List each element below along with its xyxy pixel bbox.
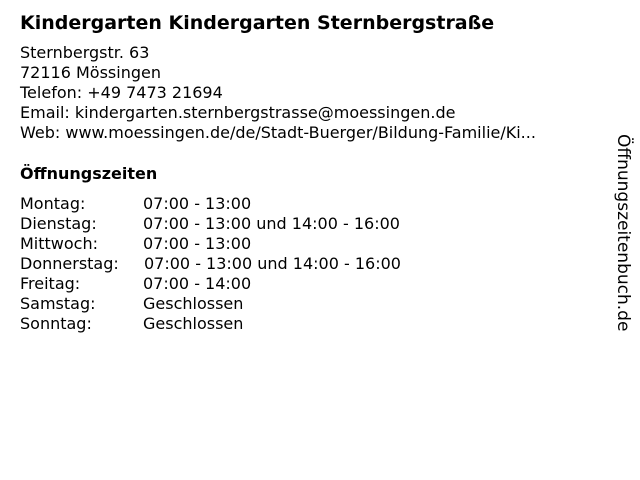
contact-block [20,43,536,143]
day-label: Mittwoch: [20,234,98,253]
time-value: 07:00 - 14:00 [143,274,252,293]
day-label: Samstag: [20,294,96,313]
time-value: 07:00 - 13:00 und 14:00 - 16:00 [143,214,400,233]
email-address: Email: kindergarten.sternbergstrasse@moessingen.de [20,103,456,122]
day-label: Dienstag: [20,214,97,233]
brand-watermark: Öffnungszeitenbuch.de [613,134,633,332]
address-street: Sternbergstr. 63 [20,43,150,62]
time-value: 07:00 - 13:00 [143,234,252,253]
time-value: 07:00 - 13:00 [143,194,252,213]
day-label: Montag: [20,194,86,213]
time-value: Geschlossen [143,314,244,333]
page-title: Kindergarten Kindergarten Sternbergstraße [20,12,495,34]
time-value: 07:00 - 13:00 und 14:00 - 16:00 [144,254,401,273]
phone-number: Telefon: +49 7473 21694 [20,83,223,102]
time-value: Geschlossen [143,294,244,313]
address-city: 72116 Mössingen [20,63,161,82]
day-label: Freitag: [20,274,81,293]
website-url: Web: www.moessingen.de/de/Stadt-Buerger/Bildung-Familie/Ki... [20,123,536,142]
day-label: Donnerstag: [20,254,119,273]
opening-hours-heading: Öffnungszeiten [20,164,158,183]
day-label: Sonntag: [20,314,92,333]
